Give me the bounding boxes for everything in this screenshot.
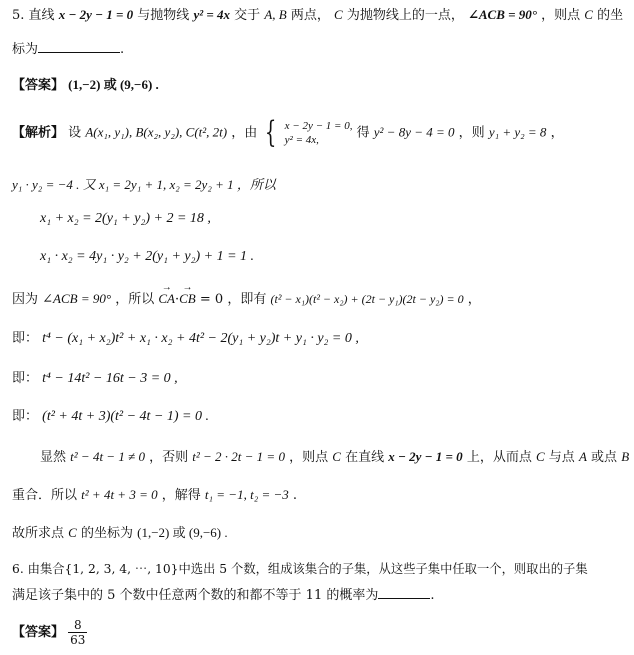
analysis-line1: 【解析】 设 A(x₁, y₁), B(x₂, y₂), C(t², 2t) ，由 { x − 2y − 1 = 0, y² = 4x, 得 y² − 8y − 4 = 0 ，则 y₁ + y₂ = 8 ， (12, 115, 564, 150)
analysis-line7: 即： t⁴ − 14t² − 16t − 3 = 0 , (12, 371, 178, 386)
q5-line1: 5. 直线 x − 2y − 1 = 0 与抛物线 y² = 4x 交于 A, B 两点， C 为抛物线上的一点， ∠ACB = 90° ，则点 C 的坐 (12, 7, 624, 23)
analysis-line10: 重合．所以 t² + 4t + 3 = 0 ，解得 t₁ = −1, t₂ = −3 . (12, 487, 298, 503)
answer5: 【答案】 (1,−2) 或 (9,−6) . (12, 77, 159, 93)
vector-cb: → CB (179, 290, 196, 308)
analysis-line5: 因为 ∠ACB = 90° ，所以 → CA·→ CB = 0 ，即有 (t² − x₁)(t² − x₂) + (2t − y₁)(2t − y₂) = 0 ， (12, 290, 481, 309)
analysis-line8: 即： (t² + 4t + 3)(t² − 4t − 1) = 0 . (12, 409, 209, 424)
vector-ca: → CA (158, 290, 175, 308)
analysis-line11: 故所求点 C 的坐标为 (1,−2) 或 (9,−6) . (12, 525, 228, 541)
analysis-line9: 显然 t² − 4t − 1 ≠ 0 ，否则 t² − 2 · 2t − 1 = 0 ，则点 C 在直线 x − 2y − 1 = 0 上，从而点 C 与点 A 或点 B (40, 449, 630, 465)
analysis-line2: y₁ · y₂ = −4 . 又 x₁ = 2y₁ + 1, x₂ = 2y₂ + 1 ，所以 (12, 177, 276, 192)
equation-system: x − 2y − 1 = 0, y² = 4x, (284, 120, 353, 146)
answer-fraction: $\frac{8}{63}$ (70, 618, 86, 647)
answer6: 【答案】 $\frac{8}{63}$ (12, 618, 86, 647)
q6-line1: 6. 由集合{1, 2, 3, 4, ⋯, 10}中选出 5 个数，组成该集合的子集，从这些子集中任取一个，则取出的子集 (12, 562, 588, 576)
answer-blank-q6 (378, 586, 430, 599)
analysis-line3: x₁ + x₂ = 2(y₁ + y₂) + 2 = 18 , (40, 211, 211, 226)
system-brace: { (265, 115, 277, 150)
answer-blank (38, 40, 120, 53)
q5-line2: 标为 . (12, 42, 125, 57)
analysis-line4: x₁ · x₂ = 4y₁ · y₂ + 2(y₁ + y₂) + 1 = 1 . (40, 249, 255, 264)
q6-line2: 满足该子集中的 5 个数中任意两个数的和都不等于 11 的概率为 . (12, 588, 435, 603)
analysis-line6: 即： t⁴ − (x₁ + x₂)t² + x₁ · x₂ + 4t² − 2(y₁ + y₂)t + y₁ · y₂ = 0 , (12, 331, 359, 346)
